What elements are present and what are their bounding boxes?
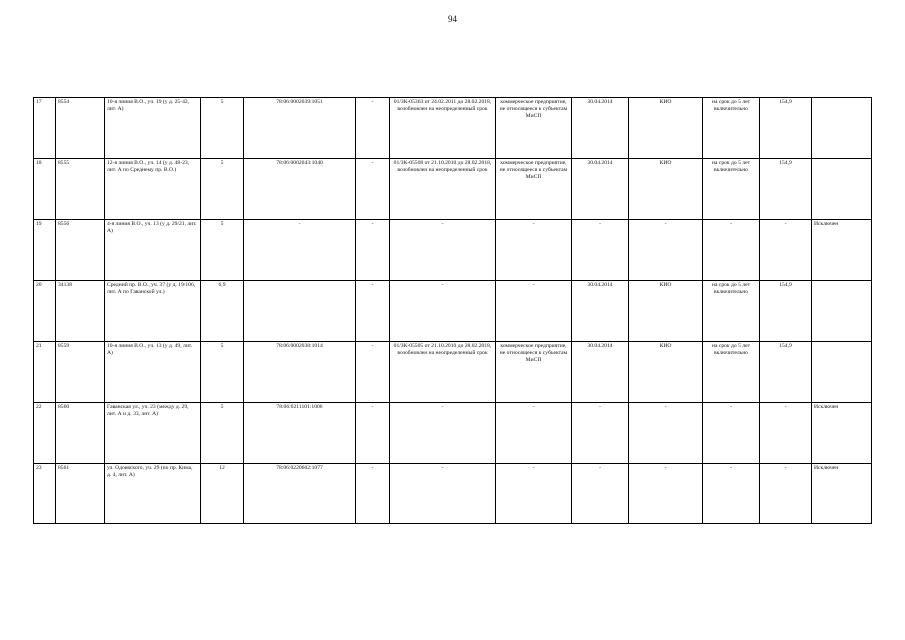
cell-rate: 154,9 xyxy=(760,98,812,159)
cell-object-id: 8554 xyxy=(56,98,105,159)
table-row xyxy=(34,403,872,464)
cell-row-number: 20 xyxy=(34,281,56,342)
cell-row-number: 19 xyxy=(34,220,56,281)
cell-date: 30.04.2014 xyxy=(572,159,629,220)
cell-note: Исключен xyxy=(812,220,872,281)
cell-agreement: 01/ЗК-05505 от 21.10.2010 до 28.02.2018, возобновлен на неопределенный срок xyxy=(390,342,496,403)
table-row xyxy=(34,220,872,281)
cell-note: Исключен xyxy=(812,403,872,464)
cell-rate: 154,9 xyxy=(760,159,812,220)
cell-date: - xyxy=(572,403,629,464)
cell-note xyxy=(812,281,872,342)
cell-row-number: 17 xyxy=(34,98,56,159)
cell-cadastral-number: 78:06:0002039:1051 xyxy=(244,98,356,159)
cell-rate: - xyxy=(760,220,812,281)
cell-row-number: 23 xyxy=(34,464,56,524)
cell-col-5: - xyxy=(356,403,390,464)
cell-col-5: - xyxy=(356,220,390,281)
cell-cadastral-number: 78:06:0002043:1040 xyxy=(244,159,356,220)
cell-date: - xyxy=(572,464,629,524)
cell-agreement: - xyxy=(390,464,496,524)
cell-area: 5 xyxy=(201,98,244,159)
cell-date: 30.04.2014 xyxy=(572,342,629,403)
cell-address: 10-я линия В.О., уч. 19 (у д. 25-42, лит. А) xyxy=(105,98,201,159)
cell-organization: КИО xyxy=(629,159,703,220)
cell-area: 6,9 xyxy=(201,281,244,342)
cell-term: - xyxy=(703,464,760,524)
cell-col-5: - xyxy=(356,98,390,159)
cell-object-id: 8561 xyxy=(56,464,105,524)
cell-date: - xyxy=(572,220,629,281)
cell-address: Гаванская ул., уч. 23 (между д. 29, лит. А и д. 33, лит. А) xyxy=(105,403,201,464)
cell-term: на срок до 5 лет включительно xyxy=(703,159,760,220)
cell-agreement: - xyxy=(390,281,496,342)
cell-row-number: 22 xyxy=(34,403,56,464)
cell-date: 30.04.2014 xyxy=(572,98,629,159)
cell-cadastral-number: 78:06:0211101:1006 xyxy=(244,403,356,464)
cell-row-number: 18 xyxy=(34,159,56,220)
cell-organization: КИО xyxy=(629,281,703,342)
cell-area: 12 xyxy=(201,464,244,524)
cell-object-id: 8559 xyxy=(56,342,105,403)
cell-entity-type: коммерческое предприятие, не относящееся к субъектам МиСП xyxy=(496,342,572,403)
cell-object-id: 8555 xyxy=(56,159,105,220)
cell-address: 12-я линия В.О., уч. 14 (у д. 48-23, лит. А по Среднему пр. В.О.) xyxy=(105,159,201,220)
cell-row-number: 21 xyxy=(34,342,56,403)
cell-address: 10-я линия В.О., уч. 13 (у д. 49, лит. А) xyxy=(105,342,201,403)
cell-date: 30.04.2014 xyxy=(572,281,629,342)
cell-note xyxy=(812,342,872,403)
cell-rate: 154,9 xyxy=(760,342,812,403)
cell-cadastral-number: 78:06:0002038:1014 xyxy=(244,342,356,403)
cell-term: на срок до 5 лет включительно xyxy=(703,281,760,342)
cell-entity-type: коммерческое предприятие, не относящееся к субъектам МиСП xyxy=(496,159,572,220)
cell-agreement: 01/ЗК-05363 от 24.02.2011 до 28.02.2018, возобновлен на неопределенный срок xyxy=(390,98,496,159)
cell-col-5: - xyxy=(356,464,390,524)
cell-entity-type: - xyxy=(496,464,572,524)
cell-col-5: - xyxy=(356,342,390,403)
cell-note: Исключен xyxy=(812,464,872,524)
cell-organization: КИО xyxy=(629,342,703,403)
cell-term: - xyxy=(703,220,760,281)
cell-address: 4-я линия В.О., уч. 13 (у д. 29/21, лит. А) xyxy=(105,220,201,281)
cell-note xyxy=(812,98,872,159)
cell-rate: - xyxy=(760,403,812,464)
cell-organization: КИО xyxy=(629,98,703,159)
cell-entity-type: - xyxy=(496,403,572,464)
cell-object-id: 34138 xyxy=(56,281,105,342)
cell-object-id: 8560 xyxy=(56,403,105,464)
cell-cadastral-number: 78:06:0220602:1077 xyxy=(244,464,356,524)
cell-agreement: 01/ЗК-05508 от 21.10.2010 до 28.02.2018, возобновлен на неопределенный срок xyxy=(390,159,496,220)
cell-col-5: - xyxy=(356,281,390,342)
cell-area: 5 xyxy=(201,403,244,464)
page-number: 94 xyxy=(448,14,457,24)
table-row xyxy=(34,159,872,220)
cell-organization: - xyxy=(629,220,703,281)
registry-table xyxy=(33,97,872,524)
table-row xyxy=(34,281,872,342)
cell-agreement: - xyxy=(390,403,496,464)
cell-area: 5 xyxy=(201,220,244,281)
cell-cadastral-number xyxy=(244,281,356,342)
cell-rate: 154,9 xyxy=(760,281,812,342)
cell-area: 5 xyxy=(201,342,244,403)
cell-entity-type: - xyxy=(496,281,572,342)
cell-address: ул. Одоевского, уч. 29 (по пр. Кима, д. 4, лит. А) xyxy=(105,464,201,524)
table-row xyxy=(34,342,872,403)
cell-area: 5 xyxy=(201,159,244,220)
cell-term: - xyxy=(703,403,760,464)
cell-organization: - xyxy=(629,403,703,464)
table-row xyxy=(34,98,872,159)
cell-col-5: - xyxy=(356,159,390,220)
cell-entity-type: коммерческое предприятие, не относящееся к субъектам МиСП xyxy=(496,98,572,159)
cell-term: на срок до 5 лет включительно xyxy=(703,98,760,159)
cell-organization: - xyxy=(629,464,703,524)
cell-agreement: - xyxy=(390,220,496,281)
cell-entity-type: - xyxy=(496,220,572,281)
cell-object-id: 8556 xyxy=(56,220,105,281)
cell-cadastral-number: - xyxy=(244,220,356,281)
table-row xyxy=(34,464,872,524)
cell-note xyxy=(812,159,872,220)
cell-rate: - xyxy=(760,464,812,524)
cell-term: на срок до 5 лет включительно xyxy=(703,342,760,403)
cell-address: Средний пр. В.О., уч. 37 (у д. 19/106, лит. А по Гаванской ул.) xyxy=(105,281,201,342)
